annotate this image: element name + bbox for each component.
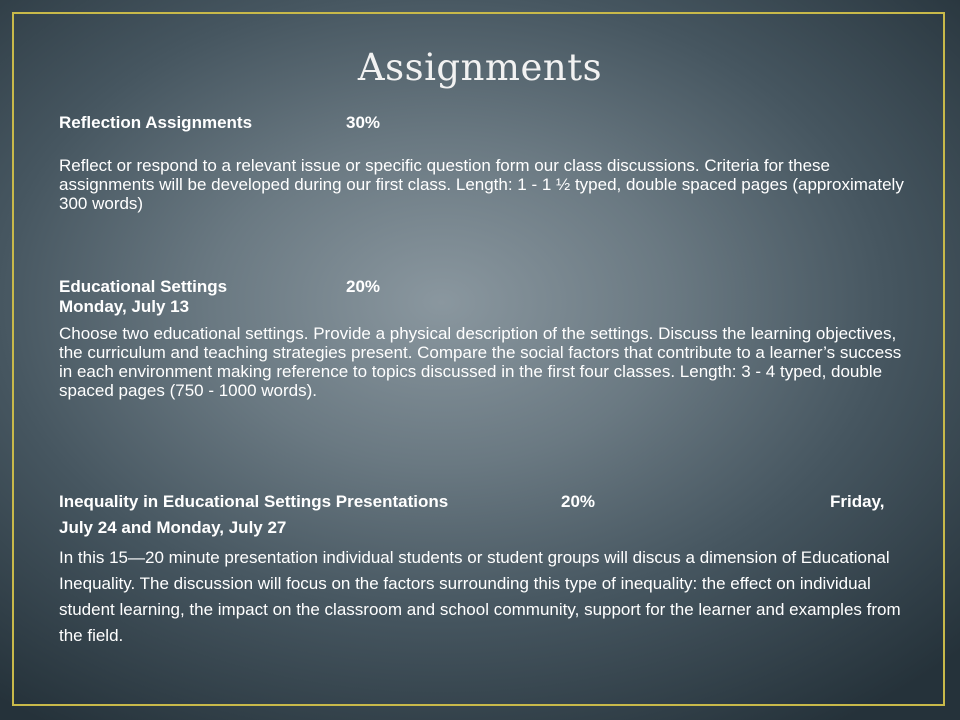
section-name: Educational Settings [59, 277, 228, 296]
section-presentations [59, 489, 909, 649]
section-educational-settings [59, 277, 909, 400]
section-description: Choose two educational settings. Provide a physical description of the settings. Discuss the learning objectives, the curriculum and teaching strategies present. Compare the social factors that contribute to a learner’s success in each environment making reference to topics discussed in the first four classes. Length: 3 - 4 typed, double spaced pages (750 - 1000 words). [59, 324, 902, 400]
section-reflection [59, 113, 909, 213]
section-weight: 20% [561, 492, 596, 511]
section-heading [59, 113, 909, 133]
section-name: Reflection Assignments [59, 113, 253, 132]
slide-title: Assignments [357, 46, 603, 89]
section-date-end: July 24 and Monday, July 27 [59, 518, 287, 537]
section-date: Monday, July 13 [59, 297, 190, 316]
section-description: In this 15—20 minute presentation individual students or student groups will discus a dimension of Educational Inequality. The discussion will focus on the factors surrounding this type of inequality: the effect on individual student learning, the impact on the classroom and school community, support for the learner and examples from the field. [59, 548, 901, 645]
section-heading [59, 489, 909, 515]
section-weight: 20% [346, 277, 381, 296]
section-name: Inequality in Educational Settings Presentations [59, 492, 449, 511]
section-description: Reflect or respond to a relevant issue or specific question form our class discussions. Criteria for these assignments will be developed during our first class. Length: 1 - 1 ½ typed, double spaced pages (approximately 300 words) [59, 156, 904, 213]
section-weight: 30% [346, 113, 381, 132]
section-heading [59, 277, 909, 297]
section-date-start: Friday, [830, 492, 885, 511]
